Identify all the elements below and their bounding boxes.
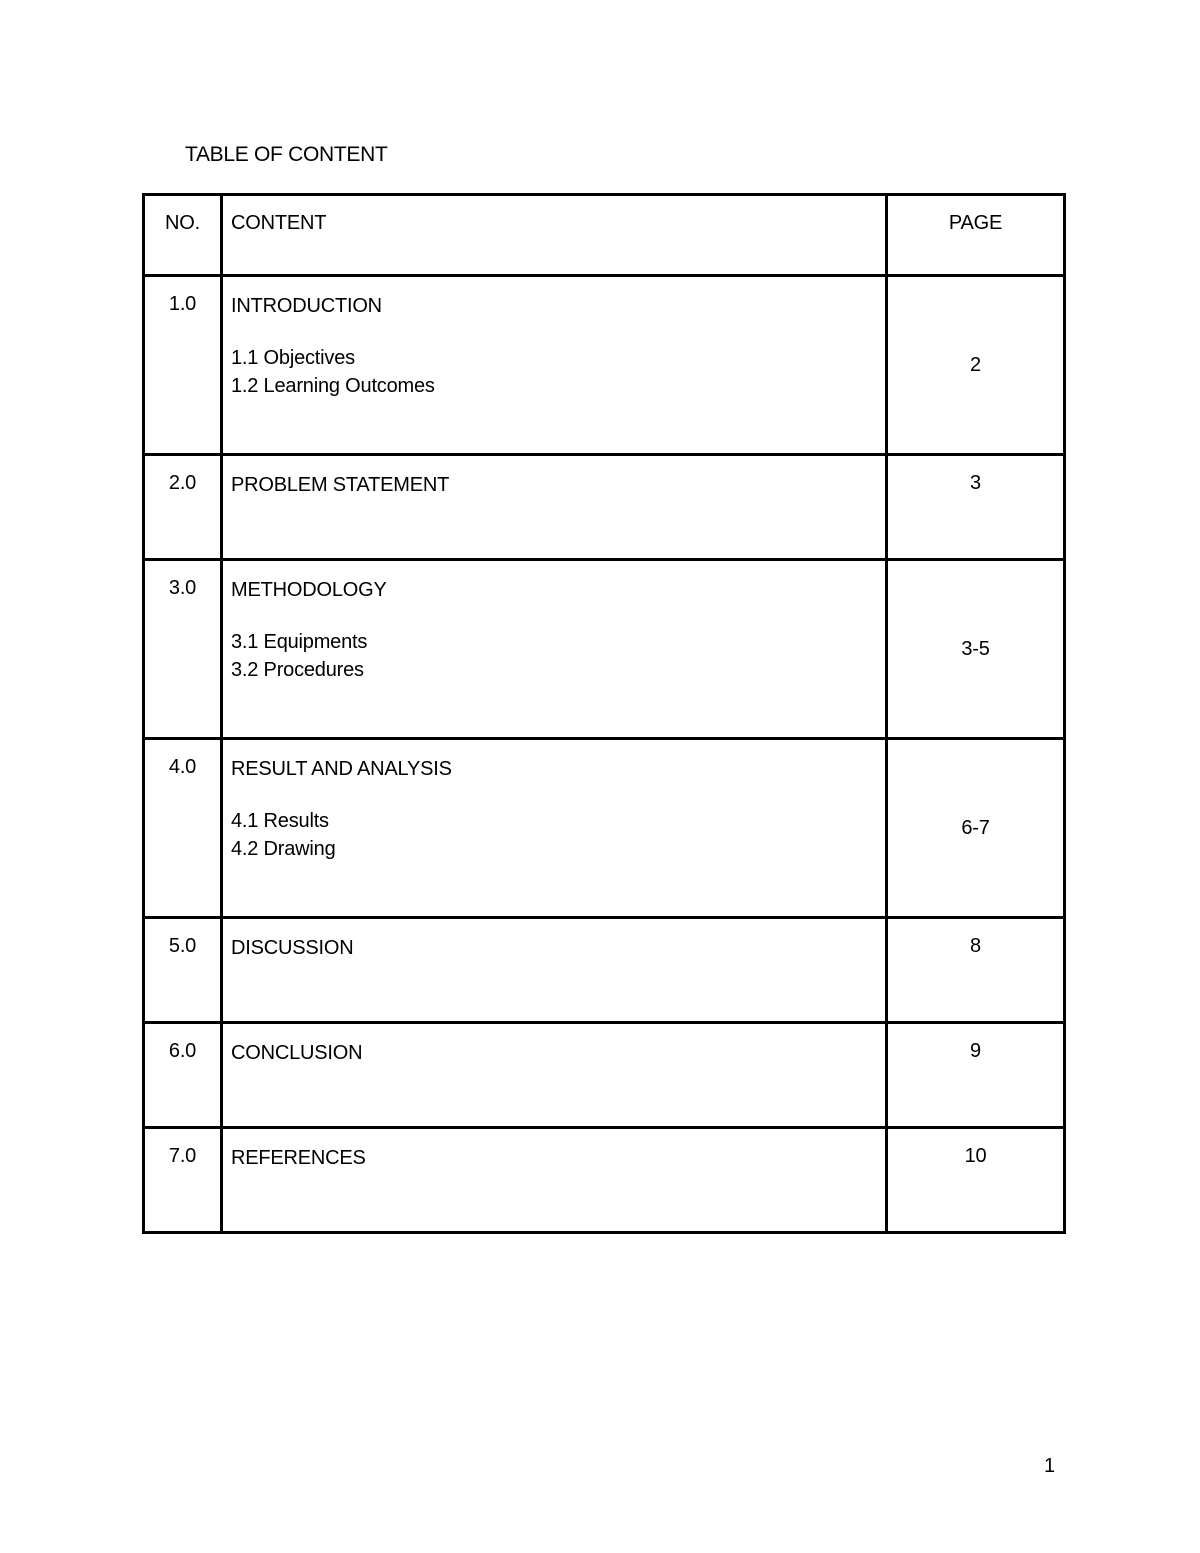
section-page: 9 <box>887 1023 1065 1128</box>
subsection-item: 1.1 Objectives <box>231 347 355 369</box>
table-row <box>144 1023 1065 1128</box>
table-row <box>144 276 1065 455</box>
subsection-list <box>231 628 885 684</box>
subsection-item: 3.2 Procedures <box>231 659 364 681</box>
section-content <box>222 918 887 1023</box>
section-page: 8 <box>887 918 1065 1023</box>
section-number: 7.0 <box>144 1128 222 1233</box>
document-title: TABLE OF CONTENT <box>185 143 388 166</box>
table-row <box>144 739 1065 918</box>
table-row <box>144 455 1065 560</box>
page-number: 1 <box>1044 1455 1056 1477</box>
table-row <box>144 1128 1065 1233</box>
section-title: PROBLEM STATEMENT <box>231 474 450 496</box>
section-title: INTRODUCTION <box>231 295 382 317</box>
section-content <box>222 739 887 918</box>
section-page: 2 <box>887 276 1065 455</box>
section-number: 6.0 <box>144 1023 222 1128</box>
header-content: CONTENT <box>222 195 887 276</box>
subsection-item: 4.1 Results <box>231 810 329 832</box>
section-content <box>222 1128 887 1233</box>
section-content <box>222 560 887 739</box>
section-title: DISCUSSION <box>231 937 354 959</box>
section-content <box>222 1023 887 1128</box>
table-row <box>144 560 1065 739</box>
section-title: METHODOLOGY <box>231 579 387 601</box>
subsection-list <box>231 344 885 400</box>
subsection-item: 3.1 Equipments <box>231 631 368 653</box>
section-number: 2.0 <box>144 455 222 560</box>
section-page: 3-5 <box>887 560 1065 739</box>
section-number: 1.0 <box>144 276 222 455</box>
section-title: CONCLUSION <box>231 1042 363 1064</box>
section-number: 3.0 <box>144 560 222 739</box>
header-no: NO. <box>144 195 222 276</box>
subsection-item: 1.2 Learning Outcomes <box>231 375 435 397</box>
section-content <box>222 455 887 560</box>
table-header-row <box>144 195 1065 276</box>
section-title: RESULT AND ANALYSIS <box>231 758 452 780</box>
table-of-contents <box>142 193 1066 1234</box>
section-title: REFERENCES <box>231 1147 366 1169</box>
header-page: PAGE <box>887 195 1065 276</box>
section-page: 6-7 <box>887 739 1065 918</box>
subsection-item: 4.2 Drawing <box>231 838 336 860</box>
section-page: 10 <box>887 1128 1065 1233</box>
subsection-list <box>231 807 885 863</box>
section-number: 4.0 <box>144 739 222 918</box>
section-number: 5.0 <box>144 918 222 1023</box>
section-page: 3 <box>887 455 1065 560</box>
table-row <box>144 918 1065 1023</box>
section-content <box>222 276 887 455</box>
